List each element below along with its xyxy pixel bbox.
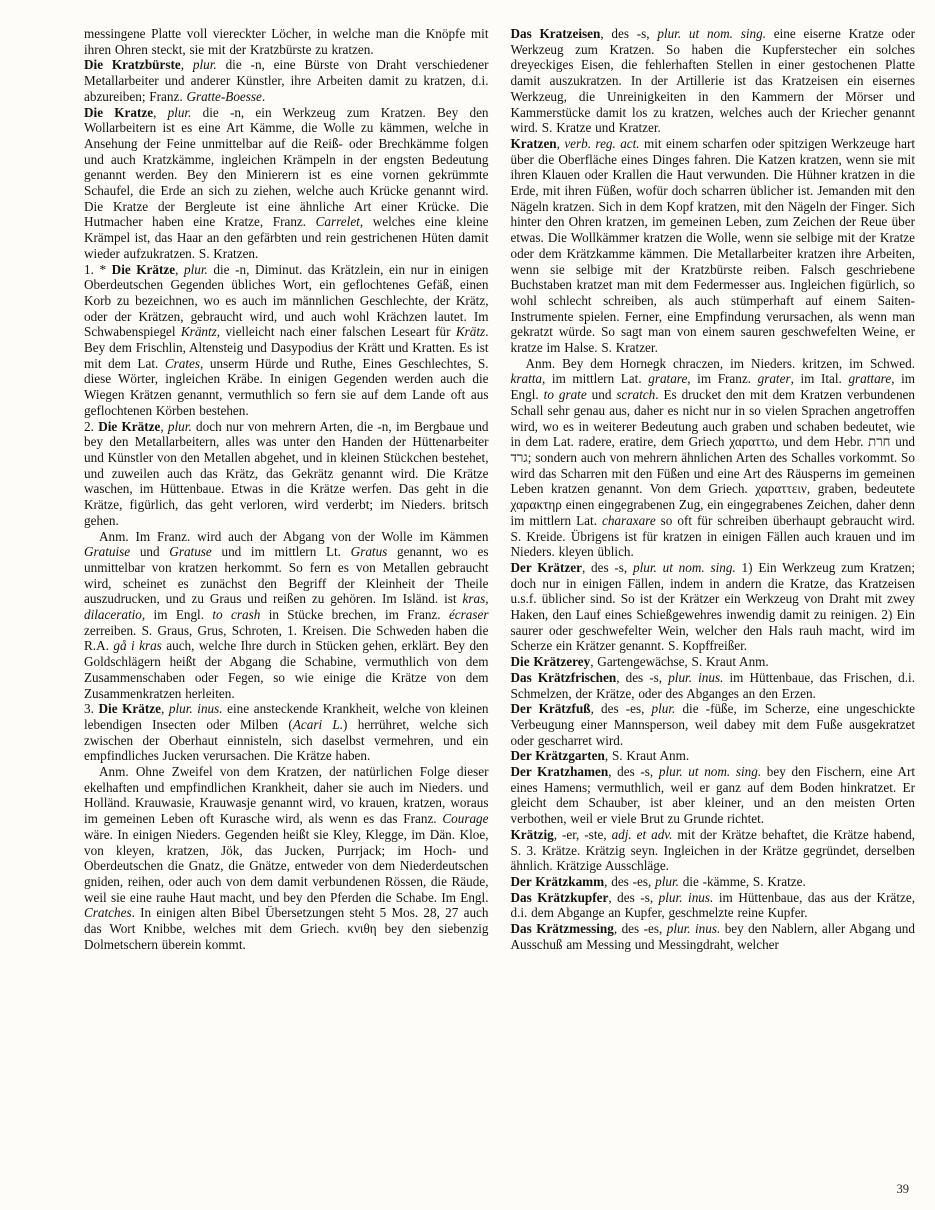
left-column	[84, 26, 489, 952]
headword: Die Krätze	[111, 261, 176, 277]
text-segment: die -n, eine Bürste von Draht verschiedener Metallarbeiter und anderer Künstler, ihre Arbeiten damit zu kratzen, d.i. abzureiben; Franz.	[84, 57, 489, 104]
two-column-layout	[84, 26, 915, 952]
italic-text-segment: plur.	[655, 873, 679, 889]
headword: Kratzen	[510, 135, 557, 151]
text-segment: eine ansteckende Krankheit, welche von kleinen lebendigen Insecten oder Milben (	[84, 701, 489, 732]
page-number: 39	[896, 1182, 909, 1196]
paragraph	[511, 356, 916, 560]
italic-text-segment: kratta	[510, 371, 543, 387]
text-segment: , im Engl.	[510, 371, 915, 403]
text-segment: , S. Kraut Anm.	[604, 748, 690, 764]
headword: Das Krätzkupfer	[510, 889, 609, 905]
headword: Die Krätze	[98, 418, 161, 434]
dictionary-entry	[511, 890, 916, 921]
headword: Der Krätzkamm	[510, 873, 605, 889]
text-segment: und	[130, 544, 170, 560]
text-segment: ,	[175, 261, 184, 277]
text-segment: , unserm Hürde und Ruthe, Eines Geschlechtes, S. diese Wörter, ingleichen Kräbe. In einigen Gegenden werden auch die Wiegen Krätzen genannt, vermuthlich so fern sie auf dem Lande oft aus geflochtenen Körben bestehen.	[84, 355, 489, 418]
text-segment: , des -es,	[590, 701, 652, 717]
text-segment: , im Franz.	[687, 371, 758, 387]
italic-text-segment: plur.	[192, 57, 217, 73]
text-segment: ,	[556, 135, 565, 151]
headword: Das Kratzeisen	[510, 26, 601, 41]
text-segment: , -er, -ste,	[553, 826, 612, 842]
headword: Der Krätzer	[510, 559, 582, 575]
paragraph	[84, 764, 489, 952]
text-segment: , welches eine kleine Krämpel ist, das Haar an den gefärbten und rein gestrichenen Hüten damit wieder aufzukratzen. S. Kratzen.	[84, 214, 489, 261]
headword: Die Krätze	[98, 701, 161, 717]
italic-text-segment: Kräntz,	[180, 324, 221, 340]
italic-text-segment: plur. ut nom. sing.	[657, 26, 767, 41]
text-segment: so oft für schreiben überhaupt gebraucht wird. S. Kreide. Übrigens ist für kratzen in einigen Fällen auch krauen und im Nieders. kleyen üblich.	[510, 512, 915, 560]
text-segment: ,	[160, 418, 168, 434]
italic-text-segment: plur. ut nom. sing.	[633, 559, 736, 575]
italic-text-segment: plur.	[167, 104, 192, 120]
italic-text-segment: gratare	[648, 371, 688, 387]
text-segment: , im Ital.	[790, 371, 849, 387]
italic-text-segment: scratch	[616, 387, 656, 403]
dictionary-entry	[84, 262, 489, 419]
text-segment: . In einigen alten Bibel Übersetzungen steht 5 Mos. 28, 27 auch das Wort Knibbe, welches mit dem Griech. κνιθη bey den siebenzig Dolmetschern überein kommt.	[84, 905, 489, 952]
italic-text-segment: Gratuise	[84, 544, 131, 560]
italic-text-segment: verb. reg. act.	[564, 135, 640, 151]
text-segment: 1. *	[84, 261, 112, 277]
italic-text-segment: Carrelet	[315, 214, 360, 230]
text-segment: , des -s,	[608, 764, 659, 780]
dictionary-entry	[84, 701, 489, 764]
text-segment: die -füße, im Scherze, eine ungeschickte Verbeugung einer Mannsperson, weil dabey mit dem Fuße ausgekratzet oder gescharret wird.	[510, 701, 915, 748]
italic-text-segment: Gratte-Boesse	[186, 88, 262, 104]
italic-text-segment: kras, dilaceratio,	[84, 591, 489, 623]
dictionary-entry	[511, 764, 916, 827]
text-segment: doch nur von mehrern Arten, die -n, im Bergbaue und bey den Metallarbeitern, alles was unter den Handen der Hüttenarbeiter und Künstler von den Metallen abgehet, und in kleinen Stückchen bestehet, und zuweilen auch das Krätz, das Gekrätz genannt wird. Die Krätze waschen, im Hüttenbaue. Etwas in die Krätze werfen. Das geht in die Krätze, figürlich, das geht verloren, wird verderbt; im Nieders. britsch gehen.	[84, 418, 489, 528]
italic-text-segment: Courage	[442, 811, 489, 827]
text-segment: 2.	[84, 418, 99, 434]
text-segment: vielleicht nach einer falschen Leseart für	[220, 324, 456, 340]
dictionary-entry	[511, 136, 916, 356]
headword: Das Krätzmessing	[510, 921, 614, 937]
italic-text-segment: to crash	[212, 607, 261, 623]
text-segment: , des -es,	[613, 921, 667, 937]
text-segment: mit der Krätze behaftet, die Krätze habend, S. 3. Krätze. Krätzig seyn. Ingleichen in der Krätze gegründet, derselben ähnlich. Krätzige Ausschläge.	[510, 826, 915, 874]
dictionary-entry	[511, 827, 916, 874]
paragraph	[84, 26, 489, 57]
text-segment: Anm. Im Franz. wird auch der Abgang von der Wolle im Kämmen	[99, 528, 489, 544]
dictionary-entry	[511, 670, 916, 701]
dictionary-entry	[511, 874, 916, 890]
text-segment: die -kämme, S. Kratze.	[678, 873, 806, 889]
headword: Der Krätzfuß	[510, 701, 591, 717]
text-segment: , Gartengewächse, S. Kraut Anm.	[590, 654, 769, 670]
text-segment: in Stücke brechen, im Franz.	[260, 607, 449, 623]
headword: Das Krätzfrischen	[510, 669, 617, 685]
headword: Die Kratzbürste	[84, 57, 181, 73]
italic-text-segment: charaxare	[601, 512, 656, 528]
headword: Die Krätzerey	[510, 654, 591, 670]
text-segment: , des -s,	[581, 559, 634, 575]
italic-text-segment: Gratuse	[169, 544, 212, 560]
text-segment: genannt, wo es unmittelbar von kratzen herkommt. So fern es von Metallen gebraucht wird, scheinet es zunächst den Begriff der Kleinheit der Theile auszudrucken, und zu Graus und reißen zu gehören. Im Isländ. ist	[84, 544, 489, 607]
text-segment: Anm. Bey dem Hornegk chraczen, im Nieders. kritzen, im Schwed.	[525, 355, 915, 371]
text-segment: , des -s,	[600, 26, 658, 41]
text-segment: ,	[153, 104, 168, 120]
text-segment: und	[586, 387, 617, 403]
text-segment: ,	[180, 57, 193, 73]
italic-text-segment: écraser	[448, 607, 489, 623]
dictionary-entry	[84, 57, 489, 104]
text-segment: , des -s,	[616, 669, 669, 685]
text-segment: wäre. In einigen Nieders. Gegenden heißt sie Kley, Klegge, im Dän. Kloe, von kleyen, kratzen, Jök, das Jucken, Purrjack; im Hoch- und Oberdeutschen die Gnatz, die Gnätze, entweder von dem Niederdeutschen gniden, reihen, oder auch von dem damit verbundenen Rössen, die Räude, weil sie eine rauhe Haut macht, und bey den Pferden die Schabe. Im Engl.	[84, 826, 489, 905]
italic-text-segment: plur. inus.	[168, 701, 223, 717]
dictionary-entry	[511, 921, 916, 952]
text-segment: ) herrühret, welche sich zwischen der Oberhaut einnisteln, sich daselbst vermehren, und ein empfindliches Jucken verursachen. Die Krätze haben.	[84, 716, 489, 764]
text-segment: Anm. Ohne Zweifel von dem Kratzen, der natürlichen Folge dieser ekelhaften und empfindlichen Krankheit, daher sie auch im Nieders. und Holländ. Krauwasie, Krauwasje genannt wird, vo krauen, kratzen, woraus im gemeinen Leben oft Kurasche wird, als wenn es das Franz.	[84, 764, 489, 827]
italic-text-segment: to grate	[543, 387, 587, 403]
dictionary-entry	[511, 748, 916, 764]
dictionary-entry	[84, 105, 489, 262]
text-segment: . Es drucket den mit dem Kratzen verbundenen Schall sehr genau aus, daher es nicht nur in so vielen Sprachen angetroffen wird, wo es in weiterer Bedeutung auch graben und schaben bedeutet, wie in dem Lat. radere, eratire, dem Griech χαραττω, und dem Hebr. חרת und גרד; sondern auch von mehrern ähnlichen Arten des Schalles vorkommt. So wird das Scharren mit den Füßen und eine Art des Räusperns im gemeinen Leben kratzen genannt. Von dem Griech. χαραττειν, graben, bedeutete χαρακτηρ einen eingegrabenen Zug, ein eingegrabenes Zeichen, daher denn im mittlern Lat.	[510, 387, 915, 528]
headword: Krätzig	[510, 826, 554, 842]
text-segment: die -n, Diminut. das Krätzlein, ein nur in einigen Oberdeutschen Gegenden übliches Wort, ein geflochtenes Gefäß, einen Korb zu bezeichnen, wo es auch im männlichen Geschlechte, der Krätz, oder der Krätzen, gebraucht wird, und auch wohl Krächzen lautet. Im Schwabenspiegel	[84, 261, 489, 340]
text-segment: zerreiben. S. Graus, Grus, Schroten, 1. Kreisen. Die Schweden haben die R.A.	[84, 622, 489, 654]
italic-text-segment: plur.	[167, 418, 192, 434]
dictionary-entry	[511, 701, 916, 748]
dictionary-entry	[511, 560, 916, 654]
text-segment: 1) Ein Werkzeug zum Kratzen; doch nur in einigen Fällen, indem in andern die Kratze, das Kratzeisen u.s.f. üblicher sind. So ist der Krätzer ein Werkzeug von Draht mit zwey Haken, den Lauf eines Schießgewehres inwendig damit zu reinigen. 2) Ein saurer oder geschwefelter Wein, welcher den Hals rauh macht, wird im Scherze ein Krätzer genannt. S. Kopffreißer.	[510, 559, 915, 654]
text-segment: bey den Fischern, eine Art eines Hamens; vermuthlich, weil er ganz auf dem Boden hinkratzet. Er gleicht dem Schauber, ist aber kleiner, und an den meisten Orten verbothen, weil er viele Brut zu Grunde richtet.	[510, 764, 916, 827]
text-segment: .	[261, 88, 266, 104]
italic-text-segment: plur. inus.	[668, 669, 724, 685]
italic-text-segment: grater	[757, 371, 791, 387]
headword: Der Kratzhamen	[510, 764, 609, 780]
text-segment: , des -es,	[604, 873, 656, 889]
italic-text-segment: plur. inus.	[666, 921, 721, 937]
text-segment: eine eiserne Kratze oder Werkzeug zum Kratzen. So haben die Kupferstecher ein solches dreyeckiges Eisen, die fehlerhaften Stellen in einer gestochenen Platte damit auszukratzen. In der Artillerie ist das Kratzeisen ein eisernes Werkzeug, die Unreinigkeiten in den Kammern der Mörser und Kammerstücke damit los zu kratzen, welches auch der Kriecher genannt wird. S. Kratze und Kratzer.	[510, 26, 915, 136]
italic-text-segment: plur. ut nom. sing.	[658, 764, 762, 780]
text-segment: messingene Platte voll viereckter Löcher, in welche man die Knöpfe mit ihren Ohren steckt, sie mit der Kratzbürste zu kratzen.	[84, 26, 489, 57]
text-segment: die -n, ein Werkzeug zum Kratzen. Bey den Wollarbeitern ist es eine Art Kämme, die Wolle zu kämmen, welche in Ansehung der Feine unmittelbar auf die Reiß- oder Brechkämme folgen und auch Kratzkämme, ingleichen Krämpeln in der engsten Bedeutung genannt werden. Bey den Minierern ist es eine vornen gekrümmte Schaufel, die Erde an sich zu ziehen, welche auch Krücke genannt wird. Die Kratze der Bergleute ist eine ähnliche Art einer Krücke. Die Hutmacher haben eine Kratze, Franz.	[84, 104, 489, 230]
text-segment: bey den Nablern, aller Abgang und Ausschuß am Messing und Messingdraht, welcher	[510, 921, 915, 952]
italic-text-segment: plur.	[184, 261, 208, 277]
text-segment: auch, welche Ihre durch in Stücken gehen, erklärt. Bey den Goldschlägern heißt der Abgang die Schabine, vermuthlich von dem Zusammenschaben oder Fegen, so wie einige die Krätze von dem Zusammenkratzen herleiten.	[84, 638, 489, 701]
dictionary-entry	[84, 419, 489, 529]
italic-text-segment: gå i kras	[113, 638, 162, 654]
italic-text-segment: Gratus	[350, 544, 388, 560]
italic-text-segment: plur.	[651, 701, 676, 717]
paragraph	[84, 529, 489, 702]
headword: Die Kratze	[84, 104, 154, 120]
dictionary-entry	[511, 654, 916, 670]
text-segment: im Hüttenbaue, das aus der Krätze, d.i. dem Abgange an Kupfer, geschmelzte reine Kupfer.	[510, 889, 915, 921]
text-segment: , im mittlern Lat.	[542, 371, 649, 387]
headword: Der Krätzgarten	[510, 748, 605, 764]
italic-text-segment: Krätz	[455, 324, 486, 340]
text-segment: . Bey dem Frischlin, Altensteig und Dasypodius der Krätt und Kratten. Es ist mit dem Lat.	[84, 324, 489, 371]
text-segment: und im mittlern Lt.	[211, 544, 351, 560]
text-segment: , des -s,	[608, 889, 659, 905]
italic-text-segment: adj. et adv.	[611, 826, 673, 842]
text-segment: mit einem scharfen oder spitzigen Werkzeuge hart über die Oberfläche eines Dinges fahren. Die Katzen kratzen, wenn sie mit ihren Klauen oder Krallen die Haut verwunden. Die Hühner kratzen in die Erde, mit ihren Füßen, wofür doch scharren üblicher ist. Jemanden mit den Nägeln kratzen. Sich in dem Kopf kratzen, mit den Nägeln der Finger. Sich hinter den Ohren kratzen, im gemeinen Leben, zum Zeichen der Reue über etwas. Die Wollkämmer kratzen die Wolle, wenn sie selbige mit der Kratze oder dem Krätzkamme kämmen. Die Metallarbeiter kratzen ihre Arbeiten, wenn sie selbige mit der Kratzbürste reiben. Falsch geschriebene Buchstaben kratzet man mit dem Federmesser aus. Ingleichen figürlich, so wohl schlecht schreiben, als auch stümperhaft auf einem Saiten-Instrumente spielen. Ferner, eine Empfindung verursachen, als wenn man gekratzt würde. So sagt man von einem sauren geschwefelten Weine, er kratze im Halse. S. Kratzer.	[510, 135, 915, 356]
dictionary-entry	[511, 26, 916, 136]
right-column	[511, 26, 916, 952]
text-segment: 3.	[84, 701, 99, 717]
text-segment: im Hüttenbaue, das Frischen, d.i. Schmelzen, der Krätze, oder des Abganges an den Erzen.	[510, 669, 915, 701]
italic-text-segment: grattare	[848, 371, 892, 387]
italic-text-segment: Cratches	[84, 905, 132, 921]
italic-text-segment: Crates	[164, 355, 201, 371]
text-segment: ,	[160, 701, 169, 717]
text-segment: im Engl.	[145, 607, 213, 623]
italic-text-segment: plur. inus.	[658, 889, 714, 905]
italic-text-segment: Acari L.	[292, 716, 344, 732]
